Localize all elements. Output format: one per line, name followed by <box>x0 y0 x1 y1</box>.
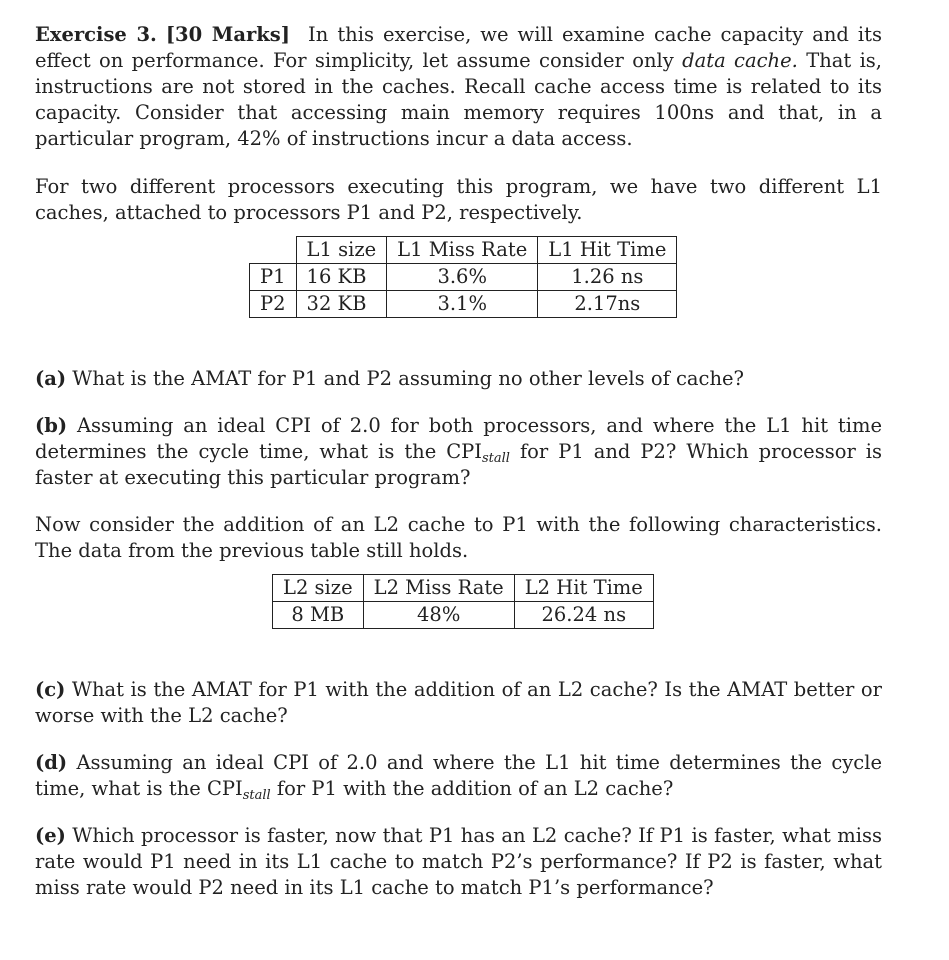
table-cell: 32 KB <box>296 291 387 318</box>
question-a <box>35 366 882 392</box>
table-row <box>250 291 677 318</box>
table-cell: 3.6% <box>387 264 538 291</box>
table-cell: P2 <box>250 291 297 318</box>
table-header-cell: L2 size <box>273 575 364 602</box>
question-label: (b) <box>35 414 68 437</box>
question-text: for P1 and P2? Which processor is faster at executing this particular program? <box>35 440 882 489</box>
cpi-text: CPI <box>207 777 243 800</box>
table-cell: 48% <box>363 602 514 629</box>
document <box>35 22 882 901</box>
cpi-subscript: stall <box>482 451 510 466</box>
question-c <box>35 677 882 729</box>
l2-cache-table <box>272 574 654 629</box>
intro-text-b: That is, instructions are not stored in the caches. Recall cache access time is related to its capacity. Consider that accessing main memory requires 100ns and that, in a particular program, 42% of instructions incur a data access. <box>35 49 883 150</box>
question-label: (d) <box>35 751 68 774</box>
table-header-cell: L1 Hit Time <box>538 237 677 264</box>
table-cell: 2.17ns <box>538 291 677 318</box>
question-label: (e) <box>35 824 66 847</box>
question-b <box>35 413 882 491</box>
intro-emphasis: data cache. <box>682 49 798 72</box>
exercise-marks: [30 Marks] <box>165 23 291 46</box>
exercise-intro <box>35 22 882 152</box>
table-cell: 8 MB <box>273 602 364 629</box>
question-text: What is the AMAT for P1 with the addition of an L2 cache? Is the AMAT better or worse with the L2 cache? <box>35 678 882 727</box>
l2-paragraph: Now consider the addition of an L2 cache to P1 with the following characteristics. The data from the previous table still holds. <box>35 513 882 562</box>
question-label: (c) <box>35 678 66 701</box>
question-text: What is the AMAT for P1 and P2 assuming no other levels of cache? <box>72 367 745 390</box>
cpi-text: CPI <box>446 440 482 463</box>
l1-cache-table <box>249 236 677 318</box>
exercise-heading: Exercise 3. <box>35 23 157 46</box>
table-header-cell: L1 Miss Rate <box>387 237 538 264</box>
table-cell: 26.24 ns <box>514 602 653 629</box>
cpi-stall-term <box>446 440 510 466</box>
processors-paragraph: For two different processors executing this program, we have two different L1 caches, attached to processors P1 and P2, respectively. <box>35 175 882 224</box>
question-d <box>35 750 882 802</box>
table-cell: 3.1% <box>387 291 538 318</box>
table-row <box>250 264 677 291</box>
question-text: for P1 with the addition of an L2 cache? <box>276 777 674 800</box>
cpi-stall-term <box>207 777 271 803</box>
question-e <box>35 823 882 901</box>
question-text: Which processor is faster, now that P1 has an L2 cache? If P1 is faster, what miss rate would P1 need in its L1 cache to match P2’s performance? If P2 is faster, what miss rate would P2 need in its L1 cache to match P1’s performance? <box>35 824 882 899</box>
question-text: Assuming an ideal CPI of 2.0 for both processors, and where the L1 hit time determines the cycle time, what is the <box>35 414 883 463</box>
intro-text-a: In this exercise, we will examine cache capacity and its effect on performance. For simplicity, let assume consider only <box>35 23 882 72</box>
cpi-subscript: stall <box>242 788 271 803</box>
table-cell: P1 <box>250 264 297 291</box>
table-header-cell: L1 size <box>296 237 387 264</box>
question-label: (a) <box>35 367 67 390</box>
table-header-cell: L2 Hit Time <box>514 575 653 602</box>
table-row <box>273 602 654 629</box>
table-cell: 16 KB <box>296 264 387 291</box>
table-header-row <box>273 575 654 602</box>
table-header-cell <box>250 237 297 264</box>
table-cell: 1.26 ns <box>538 264 677 291</box>
table-header-cell: L2 Miss Rate <box>363 575 514 602</box>
table-header-row <box>250 237 677 264</box>
question-text: Assuming an ideal CPI of 2.0 and where the L1 hit time determines the cycle time, what is the <box>35 751 882 800</box>
